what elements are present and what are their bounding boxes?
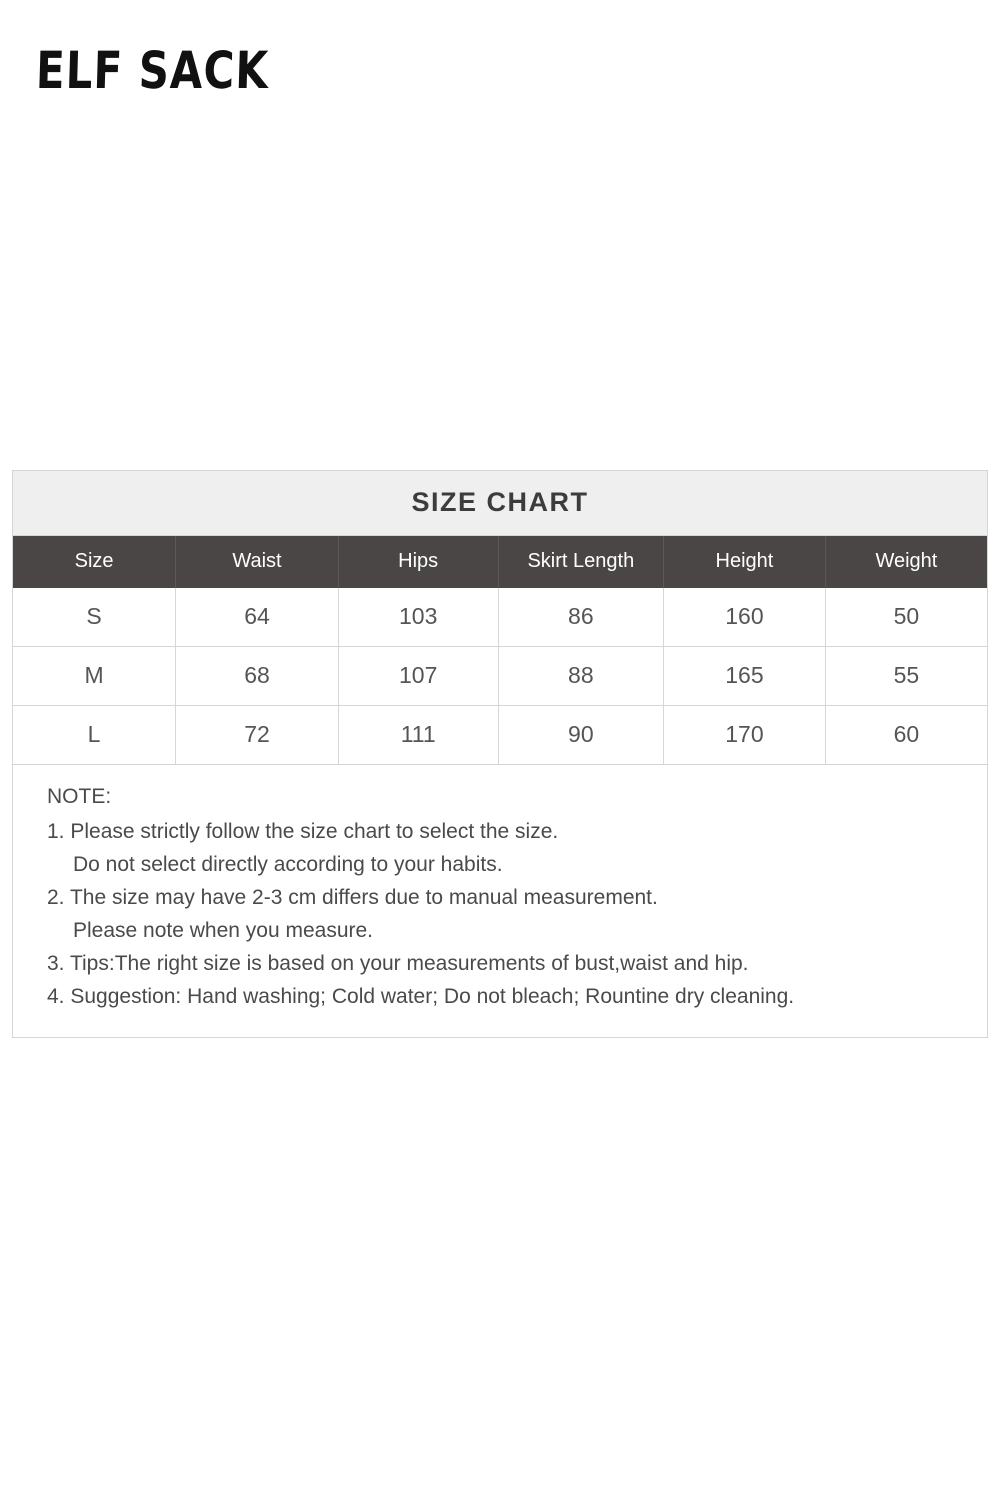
cell-height: 170 <box>664 706 826 765</box>
column-header-hips: Hips <box>338 536 498 588</box>
table-row <box>13 706 987 765</box>
table-row <box>13 647 987 706</box>
cell-size: S <box>13 588 176 647</box>
cell-skirt-length: 90 <box>498 706 664 765</box>
column-header-height: Height <box>664 536 826 588</box>
cell-waist: 64 <box>176 588 339 647</box>
brand-name: ELF SACK <box>35 40 270 101</box>
cell-size: M <box>13 647 176 706</box>
cell-hips: 111 <box>338 706 498 765</box>
note-line-3: 3. Tips:The right size is based on your measurements of bust,waist and hip. <box>47 952 749 975</box>
page-title: SIZE CHART <box>13 471 987 536</box>
column-header-waist: Waist <box>176 536 339 588</box>
column-header-weight: Weight <box>825 536 987 588</box>
note-line-4: 4. Suggestion: Hand washing; Cold water; Do not bleach; Rountine dry cleaning. <box>47 985 795 1008</box>
column-header-skirt-length: Skirt Length <box>498 536 664 588</box>
note-line-2b: Please note when you measure. <box>73 919 374 942</box>
cell-hips: 107 <box>338 647 498 706</box>
cell-weight: 55 <box>825 647 987 706</box>
cell-skirt-length: 88 <box>498 647 664 706</box>
cell-weight: 50 <box>825 588 987 647</box>
note-line-2: 2. The size may have 2-3 cm differs due to manual measurement. <box>47 886 658 909</box>
cell-height: 160 <box>664 588 826 647</box>
cell-weight: 60 <box>825 706 987 765</box>
cell-hips: 103 <box>338 588 498 647</box>
cell-waist: 68 <box>176 647 339 706</box>
size-chart-panel <box>12 470 988 1038</box>
cell-size: L <box>13 706 176 765</box>
column-header-size: Size <box>13 536 176 588</box>
note-line-1: 1. Please strictly follow the size chart to select the size. <box>47 820 559 843</box>
note-title: NOTE: <box>47 785 112 808</box>
size-chart-table <box>13 536 987 764</box>
cell-skirt-length: 86 <box>498 588 664 647</box>
note-section <box>13 764 987 1037</box>
table-header-row <box>13 536 987 588</box>
brand-logo <box>36 36 276 106</box>
cell-waist: 72 <box>176 706 339 765</box>
table-row <box>13 588 987 647</box>
note-line-1b: Do not select directly according to your habits. <box>73 853 503 876</box>
cell-height: 165 <box>664 647 826 706</box>
